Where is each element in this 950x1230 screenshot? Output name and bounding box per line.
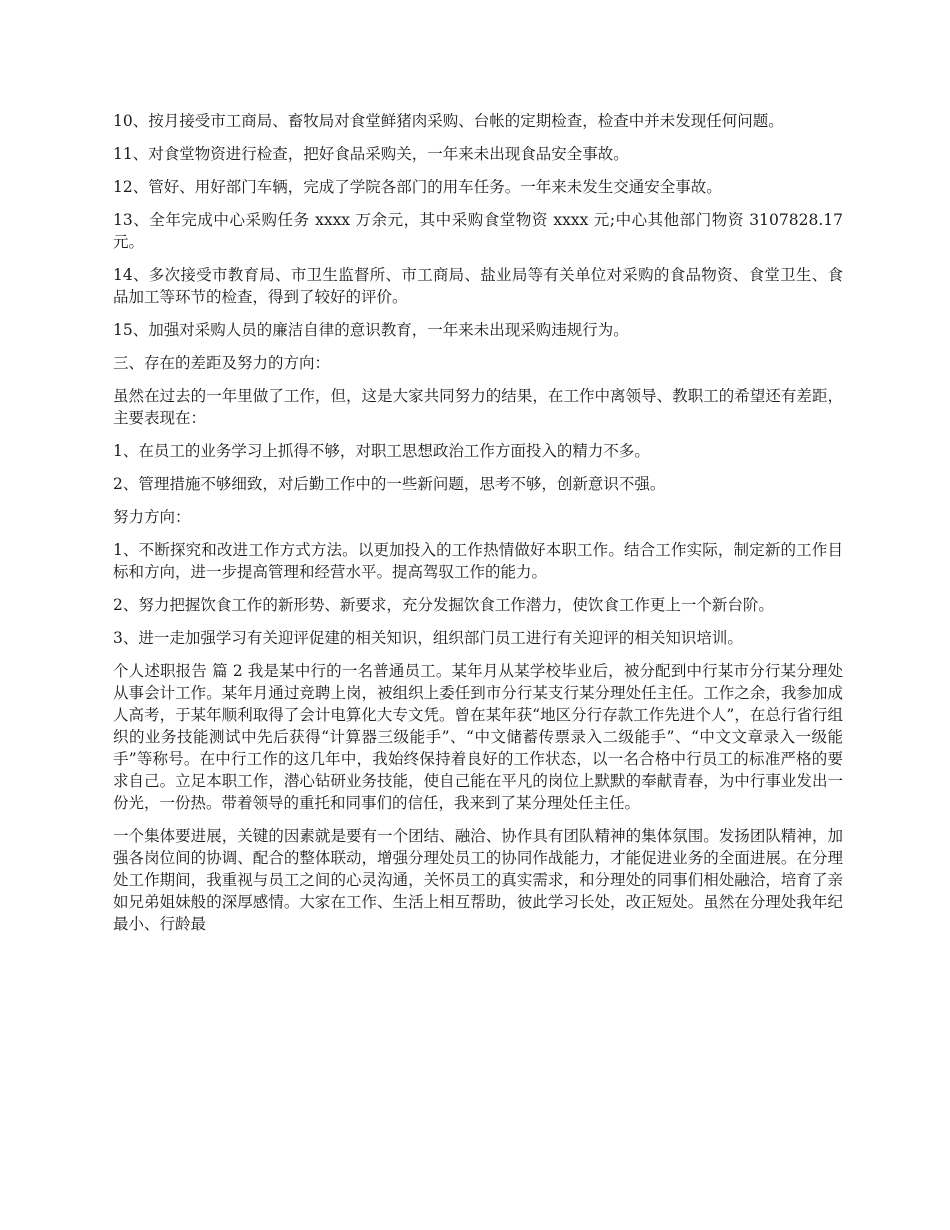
paragraph-item-10: 10、按月接受市工商局、畜牧局对食堂鲜猪肉采购、台帐的定期检查，检查中并未发现任何问题。 bbox=[113, 112, 784, 130]
document-page bbox=[113, 110, 843, 946]
paragraph-item-13: 13、全年完成中心采购任务 xxxx 万余元，其中采购食堂物资 xxxx 元;中心其他部门物资 3107828.17 元。 bbox=[113, 211, 843, 251]
section-heading-gaps: 三、存在的差距及努力的方向： bbox=[113, 354, 331, 372]
paragraph-shortcoming-2: 2、管理措施不够细致，对后勤工作中的一些新问题，思考不够，创新意识不强。 bbox=[113, 475, 666, 493]
paragraph-item-11: 11、对食堂物资进行检查，把好食品采购关，一年来未出现食品安全事故。 bbox=[113, 145, 629, 163]
paragraph-direction-2: 2、努力把握饮食工作的新形势、新要求，充分发掘饮食工作潜力，使饮食工作更上一个新台阶。 bbox=[113, 596, 774, 614]
paragraph-shortcoming-1: 1、在员工的业务学习上抓得不够，对职工思想政治工作方面投入的精力不多。 bbox=[113, 442, 650, 460]
paragraph-summary: 虽然在过去的一年里做了工作，但，这是大家共同努力的结果，在工作中离领导、教职工的希望还有差距，主要表现在： bbox=[113, 387, 843, 427]
section-heading-direction: 努力方向： bbox=[113, 508, 191, 526]
paragraph-team-spirit: 一个集体要进展，关键的因素就是要有一个团结、融洽、协作具有团队精神的集体氛围。发扬团队精神，加强各岗位间的协调、配合的整体联动，增强分理处员工的协同作战能力，才能促进业务的全面进展。在分理处工作期间，我重视与员工之间的心灵沟通，关怀员工的真实需求，和分理处的同事们相处融洽，培育了亲如兄弟姐妹般的深厚感情。大家在工作、生活上相互帮助，彼此学习长处，改正短处。虽然在分理处我年纪最小、行龄最 bbox=[113, 827, 843, 933]
paragraph-direction-1: 1、不断探究和改进工作方式方法。以更加投入的工作热情做好本职工作。结合工作实际，制定新的工作目标和方向，进一步提高管理和经营水平。提高驾驭工作的能力。 bbox=[113, 541, 843, 581]
paragraph-item-12: 12、管好、用好部门车辆，完成了学院各部门的用车任务。一年来未发生交通安全事故。 bbox=[113, 178, 722, 196]
paragraph-item-14: 14、多次接受市教育局、市卫生监督所、市工商局、盐业局等有关单位对采购的食品物资、食堂卫生、食品加工等环节的检查，得到了较好的评价。 bbox=[113, 266, 843, 306]
paragraph-report-2-intro: 个人述职报告 篇 2 我是某中行的一名普通员工。某年月从某学校毕业后，被分配到中行某市分行某分理处从事会计工作。某年月通过竞聘上岗，被组织上委任到市分行某支行某分理处任主任。工作之余，我参加成人高考，于某年顺利取得了会计电算化大专文凭。曾在某年获“地区分行存款工作先进个人”，在总行省行组织的业务技能测试中先后获得“计算器三级能手”、“中文储蓄传票录入二级能手”、“中文文章录入一级能手”等称号。在中行工作的这几年中，我始终保持着良好的工作状态，以一名合格中行员工的标准严格的要求自己。立足本职工作，潜心钻研业务技能，使自己能在平凡的岗位上默默的奉献青春，为中行事业发出一份光，一份热。带着领导的重托和同事们的信任，我来到了某分理处任主任。 bbox=[113, 662, 843, 812]
paragraph-direction-3: 3、进一走加强学习有关迎评促建的相关知识，组织部门员工进行有关迎评的相关知识培训。 bbox=[113, 629, 743, 647]
paragraph-item-15: 15、加强对采购人员的廉洁自律的意识教育，一年来未出现采购违规行为。 bbox=[113, 321, 629, 339]
